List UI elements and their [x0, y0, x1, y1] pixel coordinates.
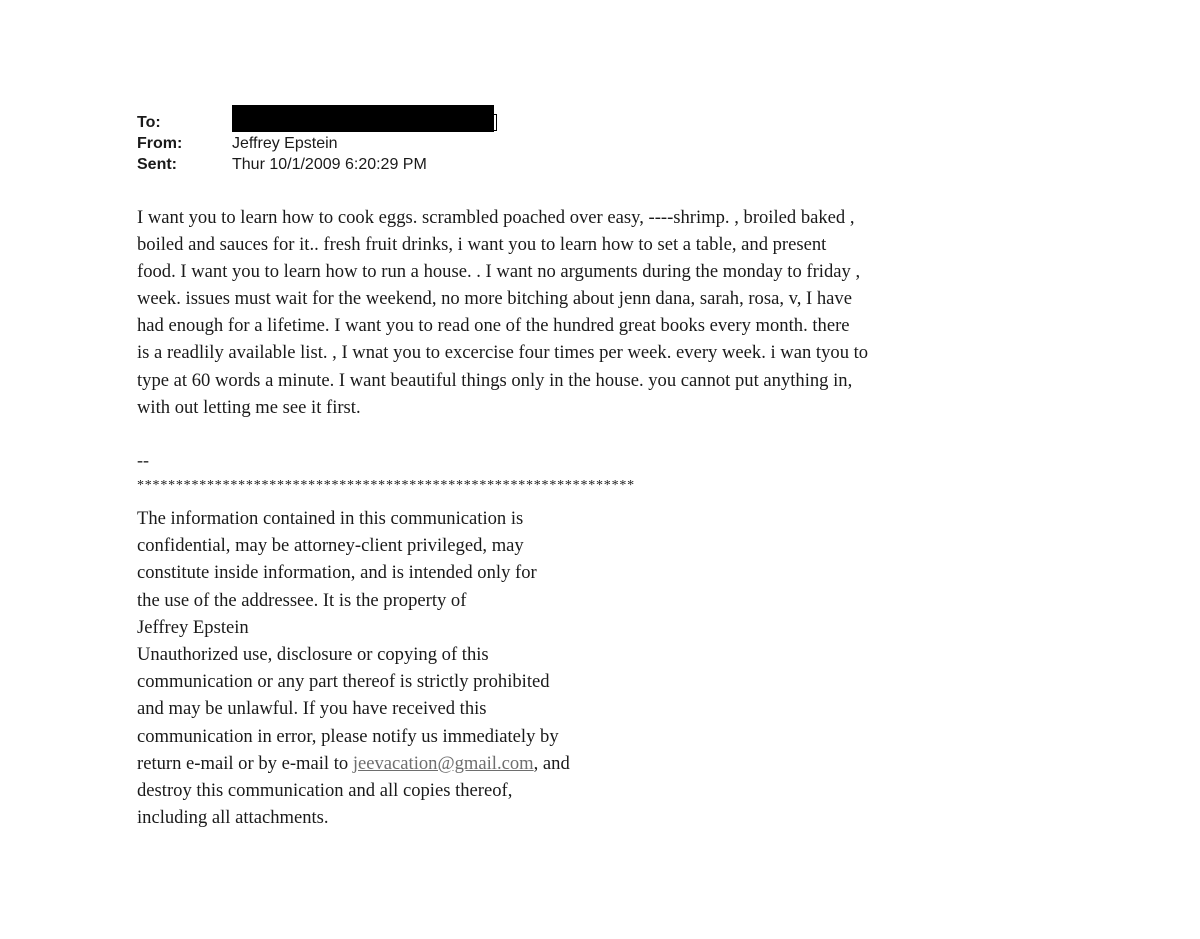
asterisk-divider: ****************************************************************: [137, 478, 635, 493]
disclaimer-line: The information contained in this communication is: [137, 508, 524, 529]
body-line: had enough for a lifetime. I want you to read one of the hundred great books every month. there: [137, 315, 850, 337]
to-label: To:: [137, 114, 161, 131]
body-line: with out letting me see it first.: [137, 396, 361, 418]
disclaimer-line: including all attachments.: [137, 807, 329, 829]
disclaimer-line: destroy this communication and all copies thereof,: [137, 780, 513, 802]
body-line: boiled and sauces for it.. fresh fruit drinks, i want you to learn how to set a table, and present: [137, 234, 827, 256]
disclaimer-line: constitute inside information, and is intended only for: [137, 562, 537, 584]
body-line: food. I want you to learn how to run a house. . I want no arguments during the monday to friday ,: [137, 261, 861, 283]
disclaimer-line: Unauthorized use, disclosure or copying of this: [137, 644, 489, 666]
disclaimer-email-line: [137, 750, 570, 777]
return-suffix: , and: [533, 752, 570, 774]
sent-value: Thur 10/1/2009 6:20:29 PM: [232, 156, 427, 173]
disclaimer-line: and may be unlawful. If you have received this: [137, 698, 487, 720]
redaction-block: [232, 105, 494, 132]
return-prefix: return e-mail or by e-mail to: [137, 752, 353, 774]
sent-label: Sent:: [137, 156, 177, 173]
body-line: week. issues must wait for the weekend, no more bitching about jenn dana, sarah, rosa, v, I have: [137, 288, 852, 310]
body-line: is a readlily available list. , I wnat you to excercise four times per week. every week. i wan tyou to: [137, 342, 869, 364]
from-value: Jeffrey Epstein: [232, 135, 338, 152]
from-label: From:: [137, 135, 183, 152]
redaction-edge: [494, 114, 497, 131]
disclaimer-line: Jeffrey Epstein: [137, 616, 249, 638]
disclaimer-line: confidential, may be attorney-client privileged, may: [137, 535, 524, 557]
disclaimer-line: the use of the addressee. It is the property of: [137, 589, 467, 611]
confidentiality-disclaimer: [137, 505, 570, 831]
body-line: I want you to learn how to cook eggs. scrambled poached over easy, ----shrimp. , broiled baked ,: [137, 207, 855, 228]
message-body: [137, 204, 1062, 421]
disclaimer-line: communication in error, please notify us immediately by: [137, 725, 559, 747]
body-line: type at 60 words a minute. I want beautiful things only in the house. you cannot put anything in,: [137, 369, 853, 391]
disclaimer-line: communication or any part thereof is strictly prohibited: [137, 671, 550, 693]
email-link[interactable]: jeevacation@gmail.com: [352, 752, 534, 774]
signature-separator: --: [137, 450, 149, 470]
